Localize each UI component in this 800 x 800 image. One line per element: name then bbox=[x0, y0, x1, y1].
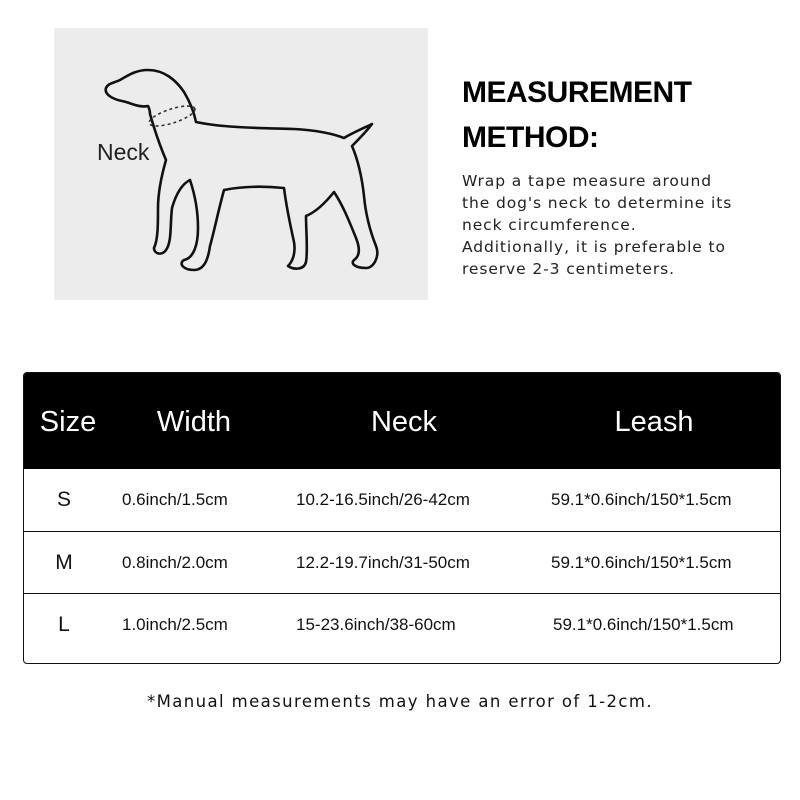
method-text-line: Wrap a tape measure around bbox=[462, 172, 712, 190]
measurement-method-title bbox=[462, 70, 782, 160]
header-neck: Neck bbox=[370, 406, 438, 438]
cell-width: 1.0inch/2.5cm bbox=[122, 615, 228, 634]
method-title-line: METHOD: bbox=[462, 121, 599, 154]
method-text-line: reserve 2-3 centimeters. bbox=[462, 260, 675, 278]
cell-size: M bbox=[55, 551, 73, 574]
method-text-line: the dog's neck to determine its bbox=[462, 194, 733, 212]
header-size: Size bbox=[39, 406, 97, 438]
footnote: *Manual measurements may have an error of 1-2cm. bbox=[146, 692, 654, 711]
cell-width: 0.8inch/2.0cm bbox=[122, 553, 228, 572]
cell-leash: 59.1*0.6inch/150*1.5cm bbox=[551, 490, 732, 509]
header-width: Width bbox=[156, 406, 232, 438]
header-leash: Leash bbox=[614, 406, 694, 438]
method-text-line: neck circumference. bbox=[462, 216, 637, 234]
cell-size: L bbox=[58, 613, 70, 636]
table-header bbox=[24, 373, 780, 469]
neck-label: Neck bbox=[97, 139, 150, 165]
cell-leash: 59.1*0.6inch/150*1.5cm bbox=[551, 553, 732, 572]
size-table bbox=[23, 372, 781, 664]
method-title-line: MEASUREMENT bbox=[462, 76, 692, 109]
cell-width: 0.6inch/1.5cm bbox=[122, 490, 228, 509]
cell-neck: 15-23.6inch/38-60cm bbox=[296, 615, 456, 634]
cell-size: S bbox=[56, 488, 71, 511]
measurement-method-text bbox=[462, 170, 782, 280]
dog-illustration bbox=[54, 28, 428, 300]
cell-leash: 59.1*0.6inch/150*1.5cm bbox=[553, 615, 734, 634]
cell-neck: 12.2-19.7inch/31-50cm bbox=[296, 553, 470, 572]
cell-neck: 10.2-16.5inch/26-42cm bbox=[296, 490, 470, 509]
table-row bbox=[24, 593, 780, 656]
method-text-line: Additionally, it is preferable to bbox=[462, 238, 726, 256]
table-row bbox=[24, 531, 780, 594]
table-row bbox=[24, 469, 780, 531]
